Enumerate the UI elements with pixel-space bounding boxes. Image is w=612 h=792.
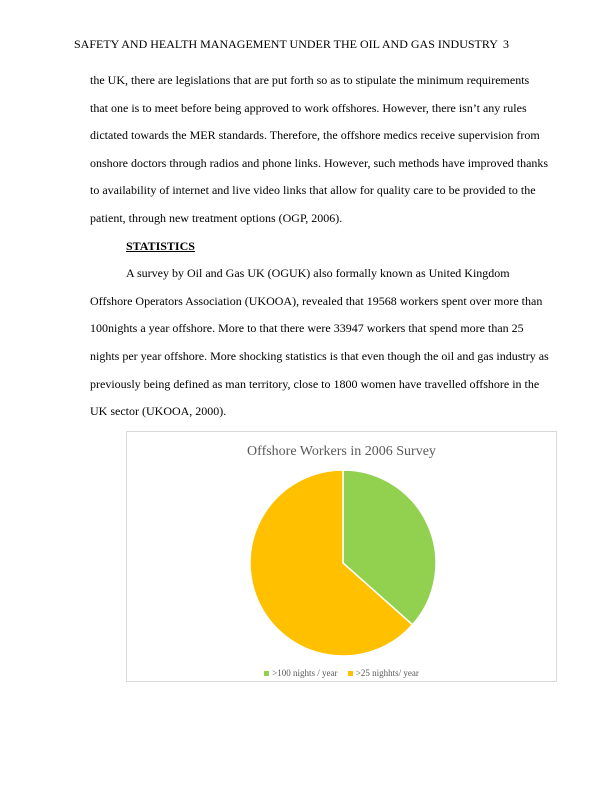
legend-swatch bbox=[264, 671, 269, 676]
chart-legend bbox=[127, 668, 556, 678]
section-heading: STATISTICS bbox=[126, 238, 195, 253]
legend-label: >25 nighhts/ year bbox=[355, 668, 419, 678]
legend-label: >100 nights / year bbox=[272, 668, 338, 678]
paragraph: A survey by Oil and Gas UK (OGUK) also formally known as United Kingdom Offshore Operators Association (UKOOA), revealed that 19568 workers spent over more than 100nights a year offshore. More to that there were 33947 workers that spend more than 25 nights per year offshore. More shocking statistics is that even though the oil and gas industry as previously being defined as man territory, close to 1800 women have travelled offshore in the UK sector (UKOOA, 2000). bbox=[90, 266, 549, 419]
pie-plot bbox=[127, 432, 558, 683]
header-title: SAFETY AND HEALTH MANAGEMENT UNDER THE OIL AND GAS INDUSTRY bbox=[74, 37, 498, 51]
legend-item bbox=[264, 668, 337, 678]
paragraph: the UK, there are legislations that are put forth so as to stipulate the minimum requirements that one is to meet before being approved to work offshores. However, there isn’t any rules dictated towards the MER standards. Therefore, the offshore medics receive supervision from onshore doctors through radios and phone links. However, such methods have improved thanks to availability of internet and live video links that allow for quality care to be provided to the patient, through new treatment options (OGP, 2006). bbox=[90, 73, 549, 225]
chart-title: Offshore Workers in 2006 Survey bbox=[247, 444, 436, 459]
running-header bbox=[74, 37, 498, 52]
pie-chart bbox=[126, 431, 557, 682]
legend-item bbox=[348, 668, 419, 678]
page-number: 3 bbox=[503, 37, 509, 51]
legend-swatch bbox=[348, 671, 353, 676]
body-text bbox=[90, 67, 550, 426]
